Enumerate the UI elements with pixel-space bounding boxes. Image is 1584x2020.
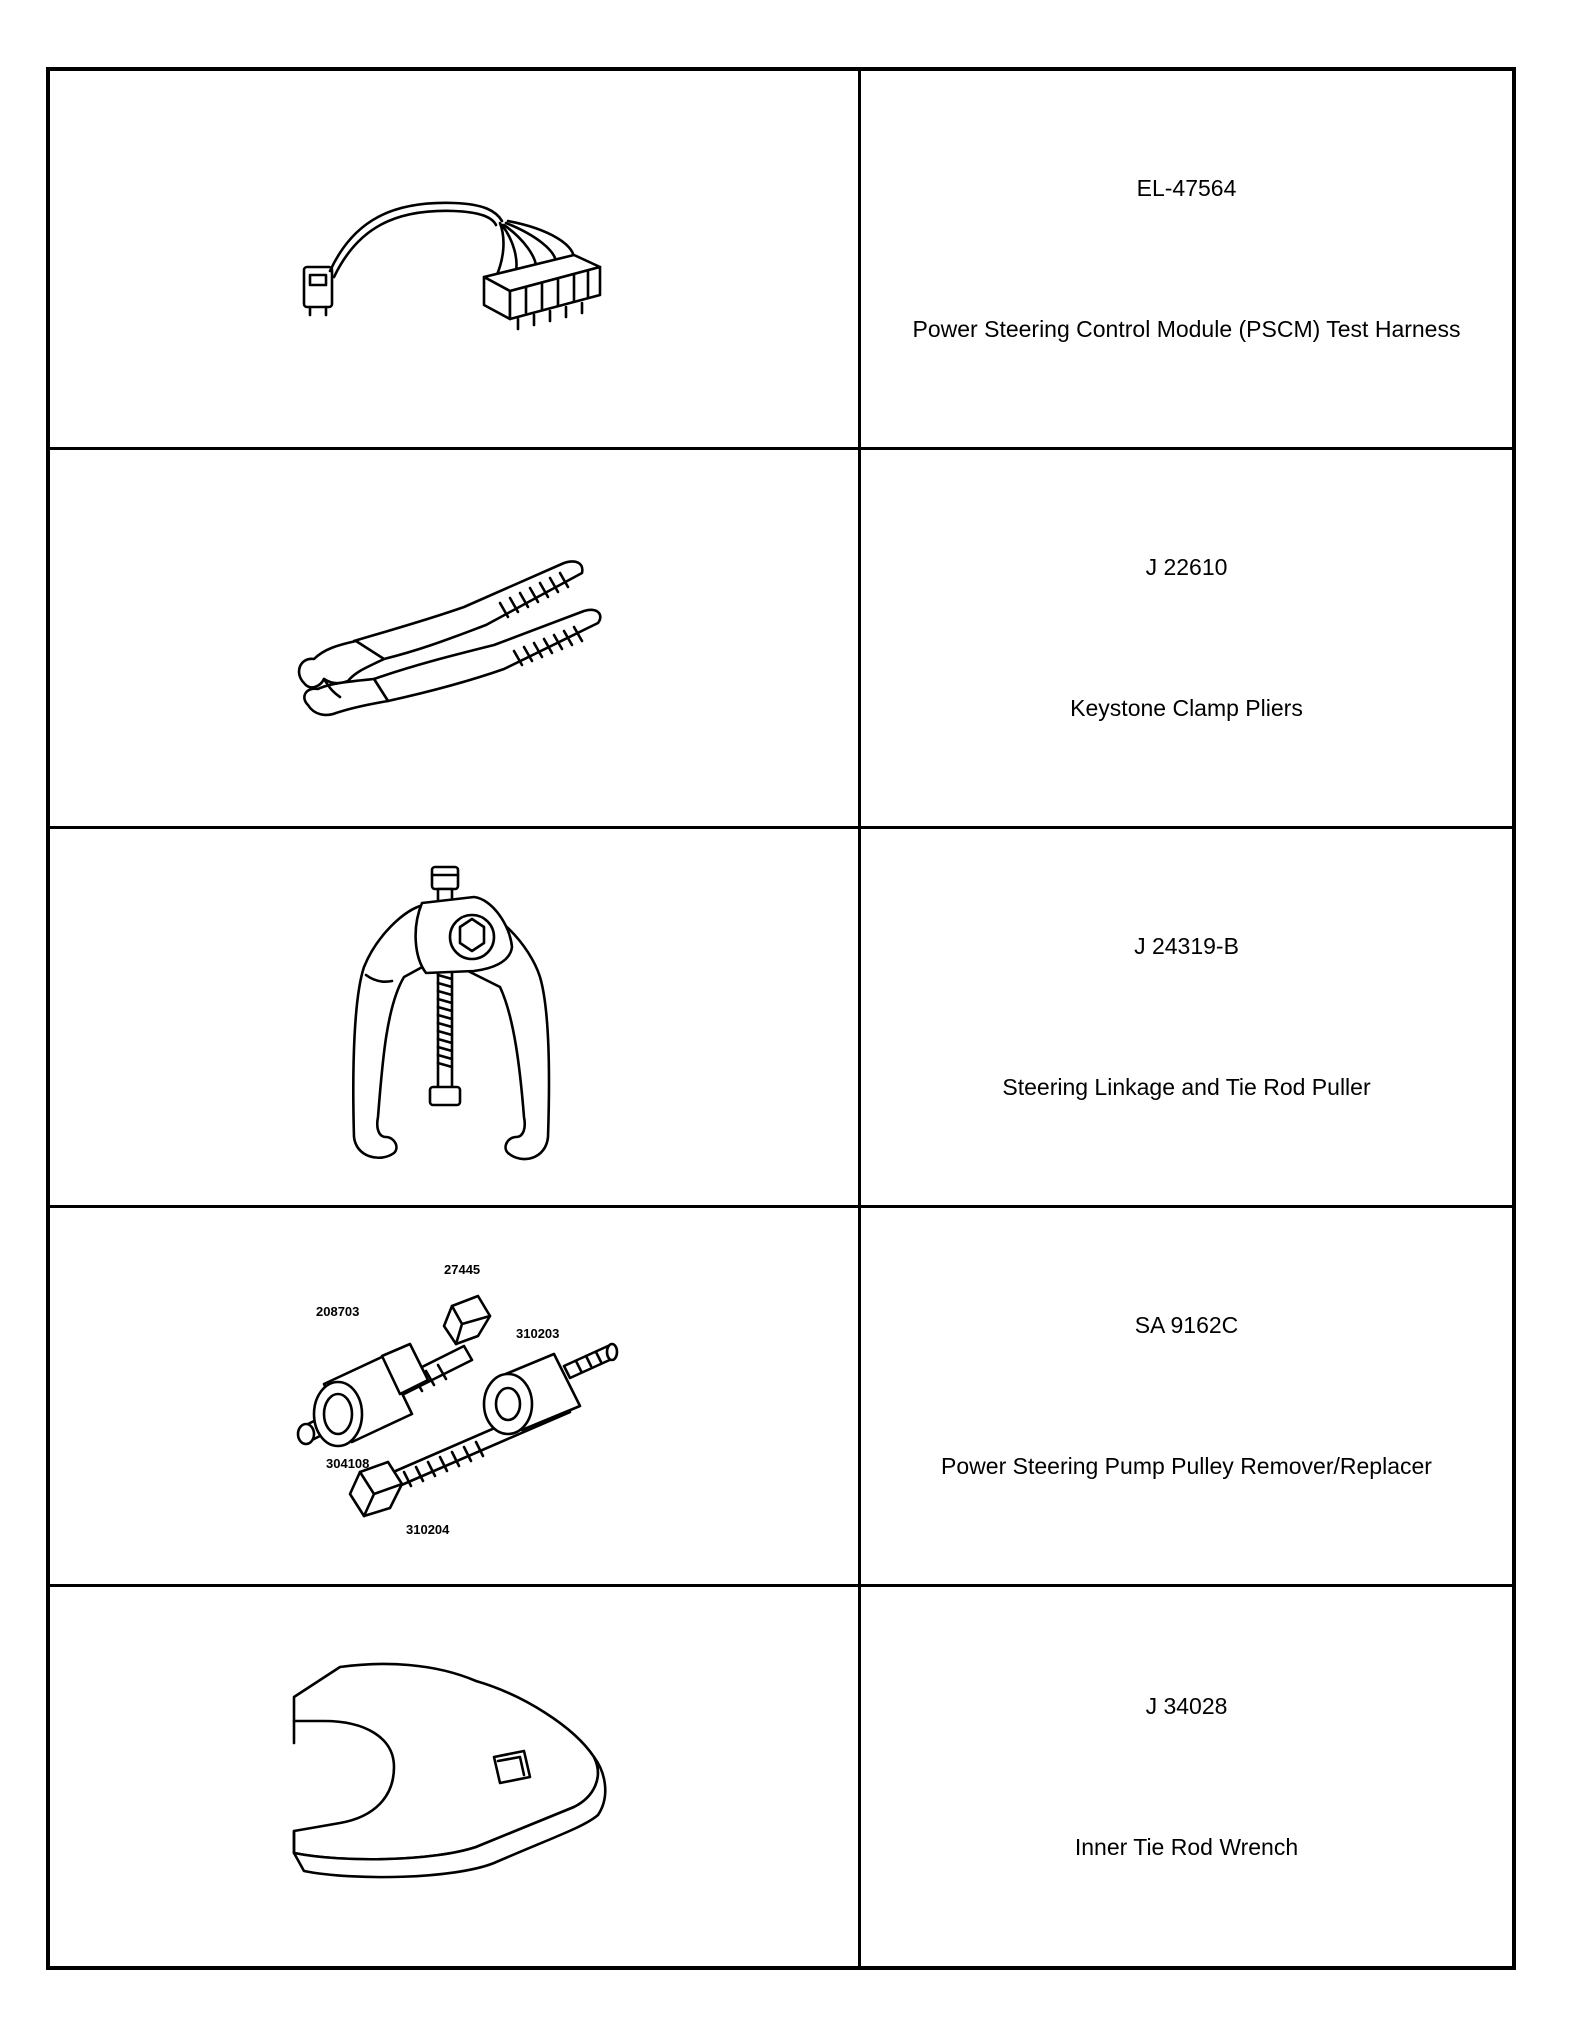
pulley-remover-illustration (264, 1246, 644, 1546)
tool-number: EL-47564 (1136, 175, 1237, 201)
tool-info-cell (861, 829, 1512, 1208)
tool-image-cell (50, 1587, 861, 1966)
tool-number: SA 9162C (1134, 1312, 1239, 1338)
tool-name: Keystone Clamp Pliers (1070, 695, 1303, 721)
test-harness-illustration (274, 159, 634, 359)
tool-info-cell (861, 1587, 1512, 1966)
tool-info-cell (861, 1208, 1512, 1587)
tie-rod-wrench-illustration (254, 1647, 654, 1907)
tool-info-cell (861, 71, 1512, 450)
part-label: 310203 (516, 1326, 560, 1341)
tool-number: J 24319-B (1134, 933, 1239, 959)
tool-image-cell (50, 71, 861, 450)
part-label: 304108 (326, 1456, 370, 1471)
tool-number: J 34028 (1145, 1692, 1228, 1719)
tool-image-cell (50, 829, 861, 1208)
tie-rod-puller-illustration (304, 847, 604, 1187)
part-label: 27445 (444, 1262, 481, 1277)
tool-info-cell (861, 450, 1512, 829)
clamp-pliers-illustration (264, 533, 644, 743)
tool-image-cell (50, 450, 861, 829)
part-label: 310204 (406, 1522, 450, 1537)
tool-name: Power Steering Pump Pulley Remover/Replacer (941, 1453, 1432, 1479)
tool-image-cell (50, 1208, 861, 1587)
tool-name: Power Steering Control Module (PSCM) Test Harness (912, 316, 1461, 342)
tool-number: J 22610 (1145, 554, 1228, 580)
part-label: 208703 (316, 1304, 360, 1319)
special-tools-table (46, 67, 1516, 1970)
tool-name: Steering Linkage and Tie Rod Puller (1002, 1074, 1371, 1100)
tool-name: Inner Tie Rod Wrench (1074, 1833, 1299, 1860)
